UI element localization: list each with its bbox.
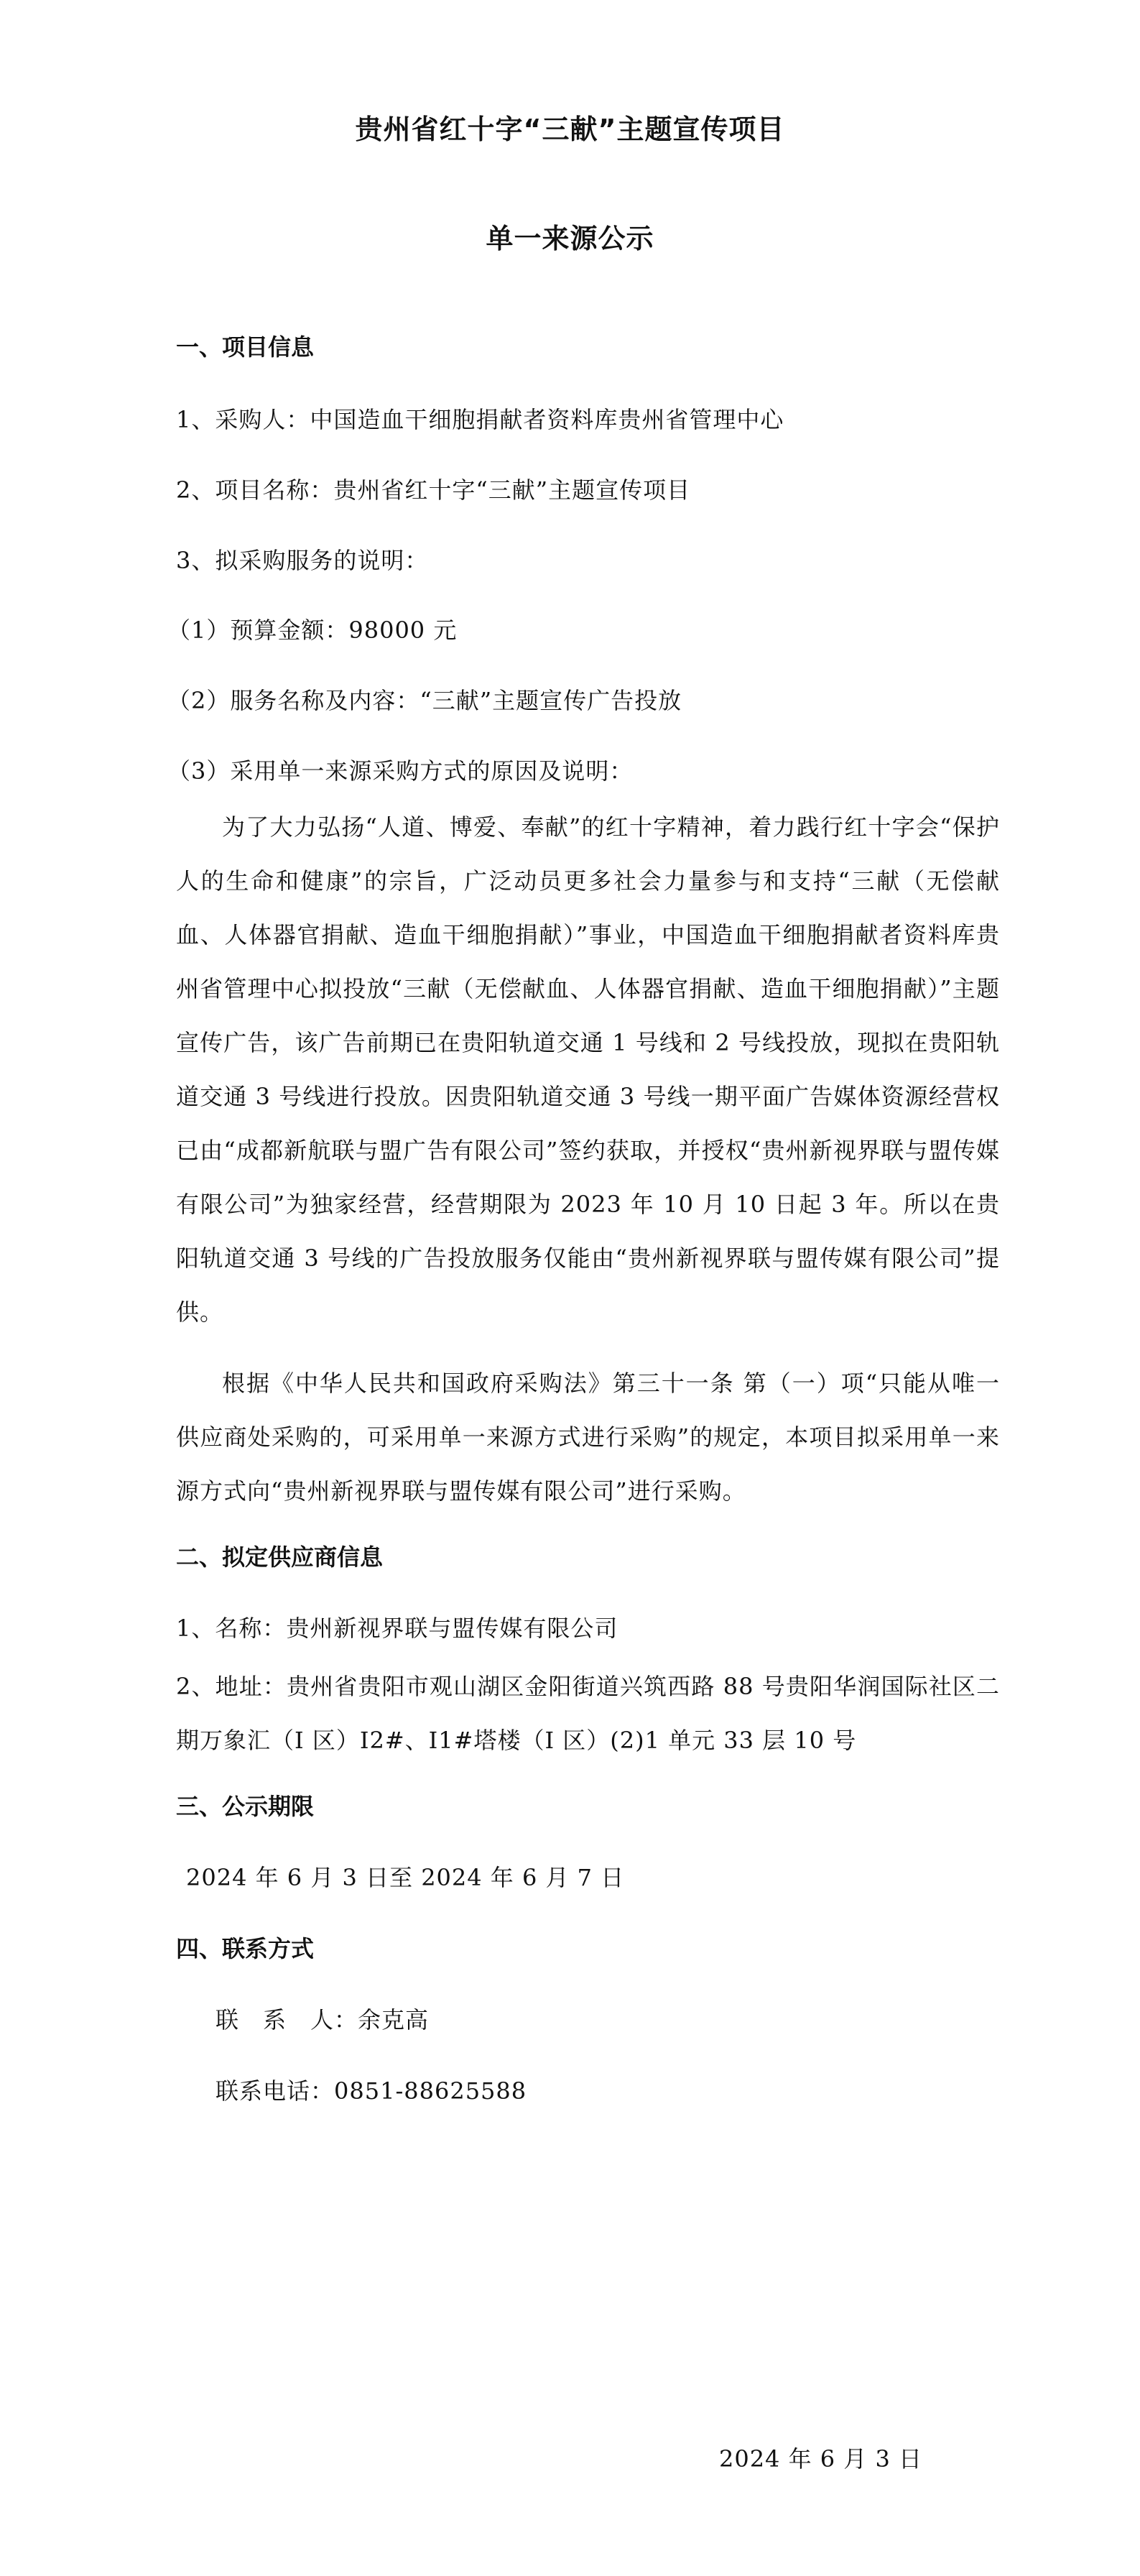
section-project-info bbox=[167, 331, 1000, 1518]
procurement-reason-line: （3）采用单一来源采购方式的原因及说明： bbox=[167, 757, 634, 785]
legal-basis-paragraph: 根据《中华人民共和国政府采购法》第三十一条 第（一）项“只能从唯一供应商处采购的，可采用单一来源方式进行采购”的规定，本项目拟采用单一来源方式向“贵州新视界联与盟传媒有限公司”进行采购。 bbox=[176, 1369, 1000, 1505]
project-name-line: 2、项目名称：贵州省红十字“三献”主题宣传项目 bbox=[176, 476, 691, 504]
contact-person-line: 联 系 人：余克高 bbox=[216, 2005, 430, 2033]
signature-date: 2024 年 6 月 3 日 bbox=[718, 2445, 922, 2473]
budget-line: （1）预算金额：98000 元 bbox=[167, 617, 458, 645]
period-line: 2024 年 6 月 3 日至 2024 年 6 月 7 日 bbox=[186, 1864, 625, 1892]
document-subtitle: 单一来源公示 bbox=[486, 222, 654, 254]
purchaser-line: 1、采购人：中国造血干细胞捐献者资料库贵州省管理中心 bbox=[176, 405, 784, 433]
contact-phone-line: 联系电话：0851-88625588 bbox=[216, 2077, 527, 2105]
section-heading: 三、公示期限 bbox=[176, 1793, 315, 1821]
section-heading: 四、联系方式 bbox=[176, 1934, 315, 1962]
section-supplier-info bbox=[176, 1541, 1000, 1768]
section-heading: 二、拟定供应商信息 bbox=[176, 1543, 384, 1571]
supplier-address-line: 2、地址：贵州省贵阳市观山湖区金阳街道兴筑西路 88 号贵阳华润国际社区二期万象汇（I 区）I2#、I1#塔楼（I 区）(2)1 单元 33 层 10 号 bbox=[176, 1673, 1000, 1755]
reason-paragraph: 为了大力弘扬“人道、博爱、奉献”的红十字精神，着力践行红十字会“保护人的生命和健康”的宗旨，广泛动员更多社会力量参与和支持“三献（无偿献血、人体器官捐献、造血干细胞捐献）”事业，中国造血干细胞捐献者资料库贵州省管理中心拟投放“三献（无偿献血、人体器官捐献、造血干细胞捐献）”主题宣传广告，该广告前期已在贵阳轨道交通 1 号线和 2 号线投放，现拟在贵阳轨道交通 3 号线进行投放。因贵阳轨道交通 3 号线一期平面广告媒体资源经营权已由“成都新航联与盟广告有限公司”签约获取，并授权“贵州新视界联与盟传媒有限公司”为独家经营，经营期限为 2023 年 10 月 10 日起 3 年。所以在贵阳轨道交通 3 号线的广告投放服务仅能由“贵州新视界联与盟传媒有限公司”提供。 bbox=[176, 813, 1000, 1326]
section-heading: 一、项目信息 bbox=[176, 333, 315, 361]
service-description-line: 3、拟采购服务的说明： bbox=[176, 546, 429, 574]
supplier-name-line: 1、名称：贵州新视界联与盟传媒有限公司 bbox=[176, 1614, 618, 1642]
section-publicity-period bbox=[176, 1791, 1000, 1894]
service-content-line: （2）服务名称及内容：“三献”主题宣传广告投放 bbox=[167, 687, 682, 715]
section-contact bbox=[176, 1933, 1000, 2107]
document-title: 贵州省红十字“三献”主题宣传项目 bbox=[355, 114, 785, 145]
